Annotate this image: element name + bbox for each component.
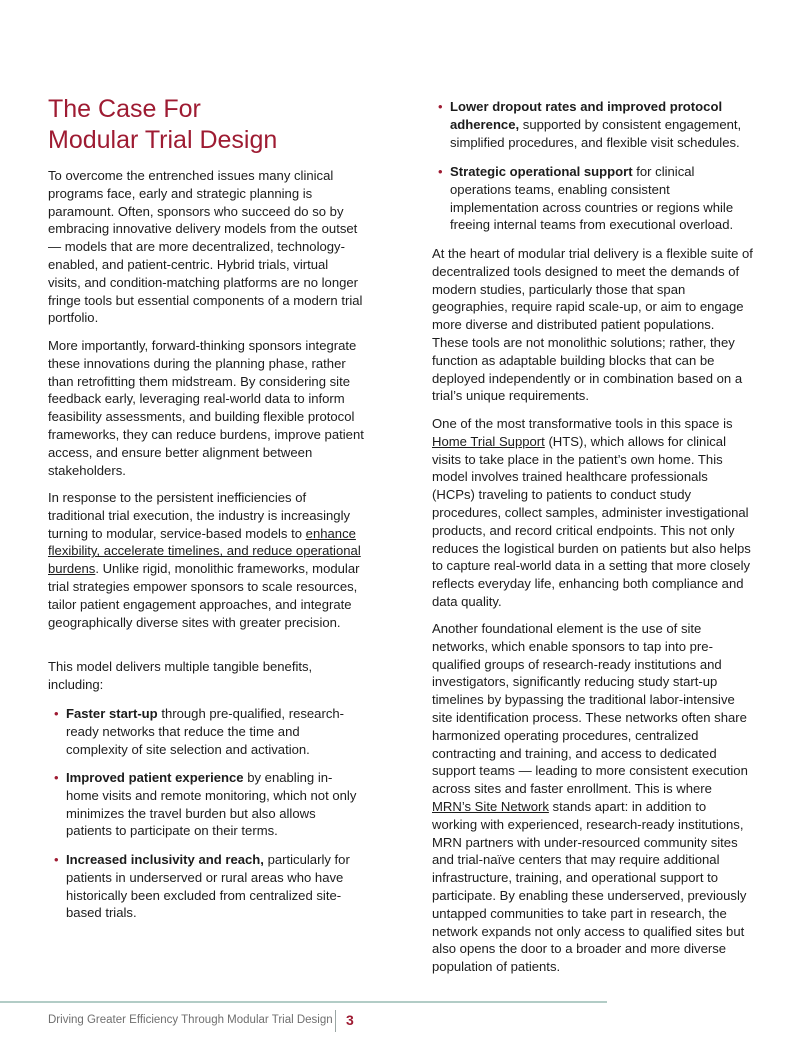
title-line-1: The Case For — [48, 95, 201, 123]
left-paragraph-4: This model delivers multiple tangible benefits, including: — [48, 659, 313, 692]
bullet-dot-icon: • — [438, 99, 443, 114]
left-paragraph-2: More importantly, forward-thinking sponsors integrate these innovations during the planning phase, rather than retrofitting them midstream. By considering site feedback early, leveraging real-world data to inform feasibility assessments, and building flexible protocol frameworks, they can reduce burdens, improve patient access, and ensure better alignment between stakeholders. — [48, 338, 364, 478]
home-trial-support-link[interactable]: Home Trial Support — [432, 433, 545, 449]
page-number: 3 — [346, 1012, 354, 1028]
title-line-2: Modular Trial Design — [48, 126, 278, 154]
mrn-site-network-link[interactable]: MRN’s Site Network — [432, 798, 549, 814]
left-paragraph-1: To overcome the entrenched issues many clinical programs face, early and strategic planning is paramount. Often, sponsors who succeed do so by embracing innovative delivery models from the outset — models that are more decentralized, technology-enabled, and patient-centric. Hybrid trials, virtual visits, and condition-matching platforms are no longer fringe tools but essential components of a modern trial portfolio. — [48, 168, 363, 326]
bullet-faster-start-up: • Faster start-up through pre-qualified, research-ready networks that reduce the time and complexity of site selection and activation. — [54, 706, 345, 757]
footer-separator — [335, 1010, 336, 1032]
bullet-improved-patient-experience: • Improved patient experience by enabling in-home visits and remote monitoring, which not only minimizes the travel burden but also allows patients to participate on their terms. — [54, 770, 357, 839]
footer-text: Driving Greater Efficiency Through Modular Trial Design — [48, 1014, 333, 1026]
bullet-strategic-operational-support: • Strategic operational support for clinical operations teams, enabling consistent implementation across countries or regions while freeing internal teams from executional overload. — [438, 164, 734, 233]
right-paragraph-1: At the heart of modular trial delivery is a flexible suite of decentralized tools designed to meet the demands of modern studies, particularly those that span geographies, require rapid scale-up, or aim to engage more diverse and distributed patient populations. These tools are not monolithic solutions; rather, they function as adaptable building blocks that can be deployed independently or in combination based on a trial’s unique requirements. — [432, 246, 753, 404]
right-paragraph-3: Another foundational element is the use of site networks, which enable sponsors to tap into pre-qualified groups of research-ready institutions and investigators, significantly reducing study start-up timelines by bypassing the traditional labor-intensive site identification process. These networks often share harmonized operating procedures, centralized contracting and training, and access to dedicated support teams — leading to more consistent execution across sites and faster enrollment. This is where MRN’s Site Network stands apart: in addition to working with experienced, research-ready institutions, MRN partners with under-resourced community sites and trial-naïve centers that may require additional infrastructure, training, and operational support to participate. By enabling these underserved, previously untapped communities to take part in research, the network expands not only access to qualified sites but also opens the door to a broader and more diverse population of patients. — [432, 621, 748, 975]
page-title — [48, 94, 277, 156]
enhance-flexibility-link[interactable]: enhance flexibility, accelerate timelines, and reduce operational burdens — [48, 525, 361, 577]
bullet-dot-icon: • — [54, 770, 59, 785]
bullet-dot-icon: • — [54, 852, 59, 867]
left-paragraph-3: In response to the persistent inefficiencies of traditional trial execution, the industry is increasingly turning to modular, service-based models to enhance flexibility, accelerate timelines, and reduce operational burdens. Unlike rigid, monolithic frameworks, modular trial strategies empower sponsors to scale resources, tailor patient engagement approaches, and integrate geographically diverse sites with greater precision. — [48, 490, 361, 630]
bullet-lower-dropout-rates: • Lower dropout rates and improved protocol adherence, supported by consistent engagement, simplified procedures, and flexible visit schedules. — [438, 99, 742, 150]
bullet-dot-icon: • — [438, 164, 443, 179]
footer-rule — [0, 1001, 607, 1003]
bullet-increased-inclusivity: • Increased inclusivity and reach, particularly for patients in underserved or rural areas who have historically been excluded from centralized site-based trials. — [54, 852, 350, 921]
right-paragraph-2: One of the most transformative tools in this space is Home Trial Support (HTS), which allows for clinical visits to take place in the patient’s own home. This model involves trained healthcare professionals (HCPs) traveling to patients to conduct study procedures, collect samples, administer investigational products, and record critical endpoints. This not only reduces the logistical burden on patients but also helps to capture real-world data in a setting that more closely reflects everyday life, enhancing both compliance and data quality. — [432, 416, 751, 609]
bullet-dot-icon: • — [54, 706, 59, 721]
